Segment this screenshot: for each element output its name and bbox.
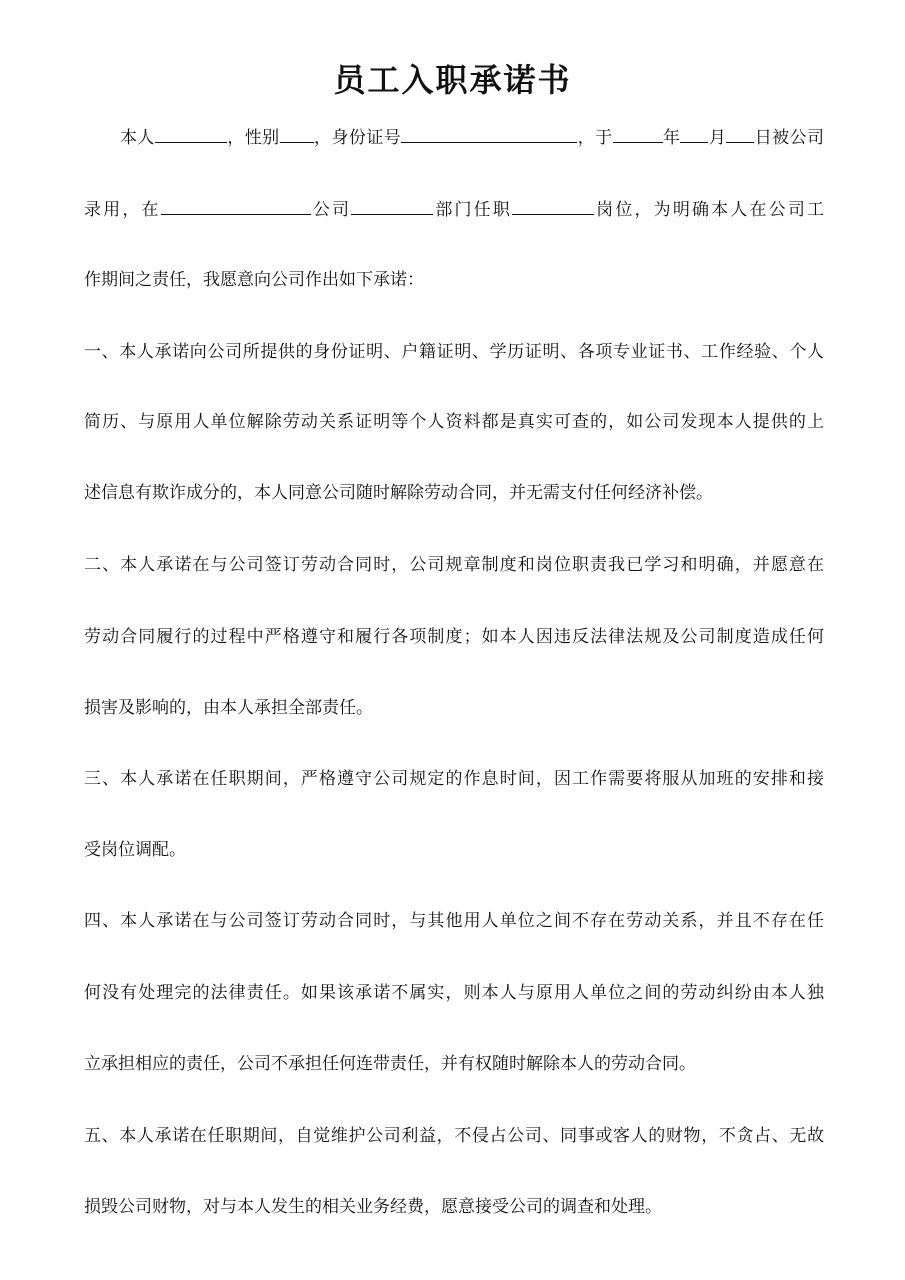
clause-1-line-1: 一、本人承诺向公司所提供的身份证明、户籍证明、学历证明、各项专业证书、工作经验、个人 bbox=[84, 342, 824, 362]
intro-text: 年 bbox=[662, 128, 681, 148]
position-blank-field[interactable] bbox=[512, 196, 594, 215]
clause-1-line-3: 述信息有欺诈成分的，本人同意公司随时解除劳动合同，并无需支付任何经济补偿。 bbox=[84, 483, 713, 503]
clause-2-line-3: 损害及影响的，由本人承担全部责任。 bbox=[84, 698, 373, 718]
id-number-blank-field[interactable] bbox=[401, 124, 577, 143]
intro-text: 月 bbox=[708, 128, 727, 148]
intro-text: ，性别 bbox=[226, 128, 280, 148]
intro-line-3: 作期间之责任，我愿意向公司作出如下承诺： bbox=[84, 270, 424, 290]
intro-line-1 bbox=[120, 124, 824, 150]
intro-text: 录用，在 bbox=[84, 200, 161, 220]
clause-2-line-1: 二、本人承诺在与公司签订劳动合同时，公司规章制度和岗位职责我已学习和明确，并愿意在 bbox=[84, 555, 824, 575]
clause-3-line-1: 三、本人承诺在任职期间，严格遵守公司规定的作息时间，因工作需要将服从加班的安排和接 bbox=[84, 769, 824, 789]
intro-text: 部门任职 bbox=[433, 200, 513, 220]
intro-text: 公司 bbox=[310, 200, 352, 220]
day-blank-field[interactable] bbox=[726, 124, 754, 143]
intro-text: 日被公司 bbox=[754, 128, 825, 148]
year-blank-field[interactable] bbox=[613, 124, 663, 143]
intro-line-2 bbox=[84, 196, 824, 222]
intro-text: 岗位，为明确本人在公司工 bbox=[594, 200, 825, 220]
name-blank-field[interactable] bbox=[155, 124, 227, 143]
clause-5-line-2: 损毁公司财物，对与本人发生的相关业务经费，愿意接受公司的调查和处理。 bbox=[84, 1197, 662, 1217]
clause-2-line-2: 劳动合同履行的过程中严格遵守和履行各项制度；如本人因违反法律法规及公司制度造成任何 bbox=[84, 627, 824, 647]
clause-3-line-2: 受岗位调配。 bbox=[84, 840, 186, 860]
intro-text: ，于 bbox=[577, 128, 613, 148]
clause-4-line-1: 四、本人承诺在与公司签订劳动合同时，与其他用人单位之间不存在劳动关系，并且不存在任 bbox=[84, 911, 824, 931]
company-blank-field[interactable] bbox=[161, 196, 311, 215]
document-title: 员工入职承诺书 bbox=[333, 61, 572, 99]
clause-4-line-3: 立承担相应的责任，公司不承担任何连带责任，并有权随时解除本人的劳动合同。 bbox=[84, 1054, 696, 1074]
month-blank-field[interactable] bbox=[680, 124, 708, 143]
clause-1-line-2: 简历、与原用人单位解除劳动关系证明等个人资料都是真实可查的，如公司发现本人提供的上 bbox=[84, 412, 824, 432]
department-blank-field[interactable] bbox=[351, 196, 433, 215]
clause-4-line-2: 何没有处理完的法律责任。如果该承诺不属实，则本人与原用人单位之间的劳动纠纷由本人独 bbox=[84, 983, 824, 1003]
intro-text: 本人 bbox=[120, 128, 155, 148]
clause-5-line-1: 五、本人承诺在任职期间，自觉维护公司利益，不侵占公司、同事或客人的财物，不贪占、无故 bbox=[84, 1126, 824, 1146]
intro-text: ，身份证号 bbox=[313, 128, 402, 148]
gender-blank-field[interactable] bbox=[280, 124, 314, 143]
